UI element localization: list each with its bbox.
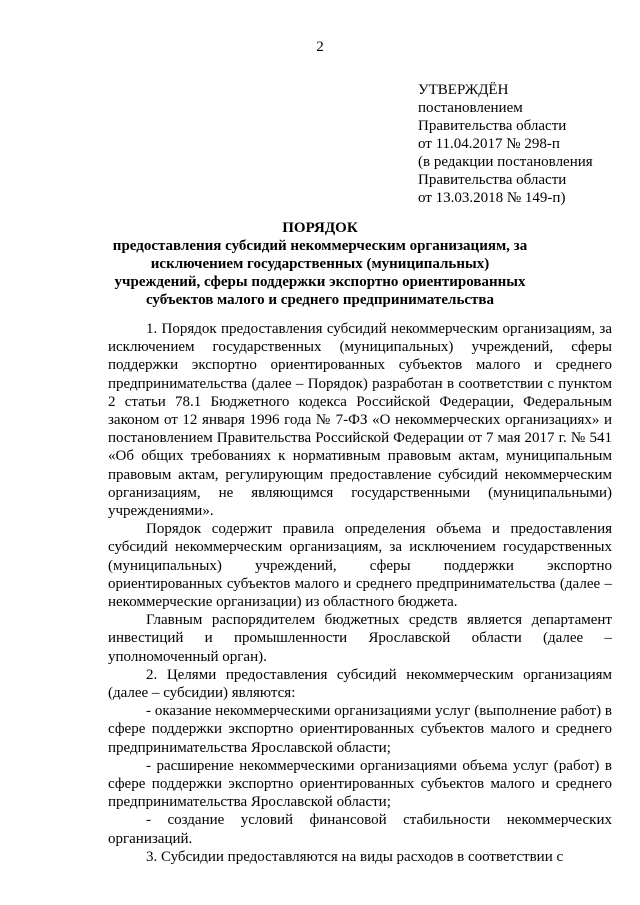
approval-line: постановлением: [418, 100, 523, 116]
paragraph: - расширение некоммерческими организациями объема услуг (работ) в сфере поддержки экспортно ориентированных субъектов малого и среднего предпринимательства Ярославской области;: [108, 757, 612, 811]
paragraph: - оказание некоммерческими организациями услуг (выполнение работ) в сфере поддержки экспортно ориентированных субъектов малого и среднего предпринимательства Ярославской области;: [108, 703, 612, 756]
paragraph: 2. Целями предоставления субсидий некоммерческим организациям (далее – субсидии) являются:: [108, 666, 612, 702]
document-title: ПОРЯДОК: [282, 220, 358, 236]
approval-line: Правительства области: [418, 172, 567, 188]
approval-line: от 11.04.2017 № 298-п: [418, 136, 560, 152]
paragraph: 1. Порядок предоставления субсидий некоммерческим организациям, за исключением государственных (муниципальных) учреждений, сферы поддержки экспортно ориентированных субъектов малого и среднего предпринимательства (далее – Порядок) разработан в соответствии с пунктом 2 статьи 78.1 Бюджетного кодекса Российской Федерации, Федеральным законом от 12 января 1996 года № 7-ФЗ «О некоммерческих организациях» и постановлением Правительства Российской Федерации от 7 мая 2017 г. № 541 «Об общих требованиях к нормативным правовым актам, муниципальным правовым актам, регулирующим предоставление субсидий некоммерческим организациям, не являющимся государственными (муниципальными) учреждениями».: [108, 321, 612, 520]
approval-stamp: [418, 81, 633, 207]
approval-line: от 13.03.2018 № 149-п): [418, 190, 566, 206]
approval-line: Правительства области: [418, 118, 567, 134]
paragraph: - создание условий финансовой стабильности некоммерческих организаций.: [108, 812, 612, 847]
paragraph: 3. Субсидии предоставляются на виды расходов в соответствии с: [146, 848, 564, 865]
approval-line: УТВЕРЖДЁН: [418, 82, 509, 98]
document-subtitle: предоставления субсидий некоммерческим организациям, за исключением государственных (муниципальных) учреждений, сферы поддержки экспортно ориентированных субъектов малого и среднего предпринимательства: [112, 238, 528, 308]
paragraph: Порядок содержит правила определения объема и предоставления субсидий некоммерческим организациям, за исключением государственных (муниципальных) учреждений, сферы поддержки экспортно ориентированных субъектов малого и среднего предпринимательства (далее – некоммерческие организации) из областного бюджета.: [108, 521, 612, 611]
paragraph: Главным распорядителем бюджетных средств является департамент инвестиций и промышленности Ярославской области (далее – уполномоченный орган).: [108, 612, 612, 665]
approval-line: (в редакции постановления: [418, 154, 593, 170]
document-body: [108, 320, 612, 866]
page-number: 2: [316, 39, 324, 55]
